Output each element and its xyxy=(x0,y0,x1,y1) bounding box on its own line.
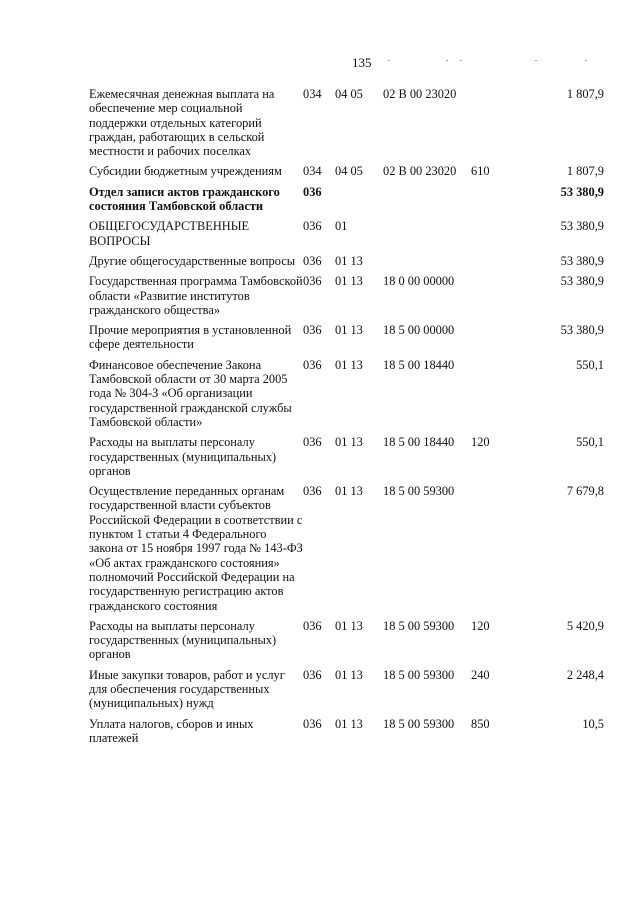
row-grbs: 036 xyxy=(303,667,322,682)
table-row xyxy=(89,219,604,254)
row-name: Осуществление переданных органам государственной власти субъектов Российской Федерации в соответствии с пунктом 1 статьи 4 Федерального закона от 15 ноября 1997 года № 143-ФЗ «Об актах гражданского состояния» полномочий Российской Федерации на государственную регистрацию актов гражданского состояния xyxy=(89,484,303,613)
table-row xyxy=(89,87,604,164)
row-name: Другие общегосударственные вопросы xyxy=(89,253,296,268)
row-grbs: 036 xyxy=(303,323,322,338)
row-section: 01 13 xyxy=(335,667,363,682)
table-row xyxy=(89,185,604,220)
row-sum: 53 380,9 xyxy=(560,253,604,268)
row-section: 04 05 xyxy=(335,87,363,101)
table-row xyxy=(89,164,604,184)
row-section: 04 05 xyxy=(335,164,363,179)
table-row xyxy=(89,274,604,323)
row-name: Расходы на выплаты персоналу государственных (муниципальных) органов xyxy=(89,435,277,478)
row-csr xyxy=(383,185,471,220)
row-vr: 240 xyxy=(471,667,490,682)
budget-table-body xyxy=(89,87,604,751)
row-csr: 18 5 00 59300 xyxy=(383,716,455,731)
row-csr xyxy=(383,254,471,274)
row-vr xyxy=(471,254,511,274)
row-name: Ежемесячная денежная выплата на обеспечение мер социальной поддержки отдельных категорий граждан, работающих в сельской местности и рабочих поселках xyxy=(89,87,275,159)
row-name: Прочие мероприятия в установленной сфере деятельности xyxy=(89,323,292,352)
table-row xyxy=(89,358,604,435)
scan-speck xyxy=(535,60,537,61)
row-section: 01 13 xyxy=(335,357,363,372)
row-grbs: 034 xyxy=(303,87,322,101)
row-name: Субсидии бюджетным учреждениям xyxy=(89,164,282,179)
row-name: ОБЩЕГОСУДАРСТВЕННЫЕ ВОПРОСЫ xyxy=(89,219,250,248)
row-grbs: 036 xyxy=(303,618,322,633)
row-sum: 1 807,9 xyxy=(566,164,604,179)
row-vr: 850 xyxy=(471,716,490,731)
table-row xyxy=(89,435,604,484)
row-vr xyxy=(471,484,511,619)
table-row xyxy=(89,254,604,274)
row-name: Финансовое обеспечение Закона Тамбовской области от 30 марта 2005 года № 304-З «Об организации государственной гражданской службы Тамбовской области» xyxy=(89,357,292,429)
row-sum: 7 679,8 xyxy=(566,484,604,499)
row-csr: 02 В 00 23020 xyxy=(383,164,457,179)
row-section: 01 13 xyxy=(335,323,363,338)
row-vr xyxy=(471,87,511,164)
row-section: 01 13 xyxy=(335,253,363,268)
row-vr: 610 xyxy=(471,164,490,179)
row-sum: 5 420,9 xyxy=(566,618,604,633)
row-grbs: 036 xyxy=(303,219,322,234)
row-section: 01 13 xyxy=(335,618,363,633)
row-sum: 53 380,9 xyxy=(560,219,604,234)
row-vr xyxy=(471,219,511,254)
row-section: 01 13 xyxy=(335,435,363,450)
row-grbs: 036 xyxy=(303,435,322,450)
table-row xyxy=(89,717,604,752)
row-vr xyxy=(471,358,511,435)
scan-speck xyxy=(460,60,462,61)
row-vr xyxy=(471,185,511,220)
row-csr xyxy=(383,219,471,254)
row-grbs: 036 xyxy=(303,716,322,731)
row-grbs: 036 xyxy=(303,184,322,199)
row-name: Отдел записи актов гражданского состояния Тамбовской области xyxy=(89,184,280,214)
row-csr: 18 5 00 18440 xyxy=(383,435,455,450)
row-csr: 18 5 00 18440 xyxy=(383,357,455,372)
row-csr: 18 0 00 00000 xyxy=(383,274,455,289)
row-sum: 53 380,9 xyxy=(560,184,604,199)
row-section: 01 13 xyxy=(335,484,363,499)
scan-speck xyxy=(585,60,587,61)
row-section: 01 13 xyxy=(335,274,363,289)
row-section: 01 13 xyxy=(335,716,363,731)
row-sum: 2 248,4 xyxy=(566,667,604,682)
row-sum: 550,1 xyxy=(576,435,604,450)
row-name: Иные закупки товаров, работ и услуг для обеспечения государственных (муниципальных) нужд xyxy=(89,667,285,711)
table-row xyxy=(89,484,604,619)
row-grbs: 036 xyxy=(303,357,322,372)
row-csr: 02 В 00 23020 xyxy=(383,87,457,101)
scan-speck xyxy=(388,60,390,61)
row-csr: 18 5 00 59300 xyxy=(383,484,455,499)
row-sum: 53 380,9 xyxy=(560,274,604,289)
row-vr: 120 xyxy=(471,435,490,450)
row-sum: 53 380,9 xyxy=(560,323,604,338)
table-row xyxy=(89,323,604,358)
table-row xyxy=(89,668,604,717)
row-name: Уплата налогов, сборов и иных платежей xyxy=(89,716,254,745)
table-row xyxy=(89,619,604,668)
row-grbs: 036 xyxy=(303,253,322,268)
row-name: Расходы на выплаты персоналу государственных (муниципальных) органов xyxy=(89,618,277,662)
row-csr: 18 5 00 00000 xyxy=(383,323,455,338)
row-sum: 550,1 xyxy=(576,357,604,372)
row-section xyxy=(335,185,383,220)
page-number: 135 xyxy=(352,55,372,70)
row-grbs: 034 xyxy=(303,164,322,179)
row-grbs: 036 xyxy=(303,274,322,289)
budget-table xyxy=(89,87,604,751)
row-vr xyxy=(471,274,511,323)
row-sum: 1 807,9 xyxy=(566,87,604,101)
row-csr: 18 5 00 59300 xyxy=(383,618,455,633)
row-name: Государственная программа Тамбовской области «Развитие институтов гражданского общества» xyxy=(89,274,303,317)
row-vr xyxy=(471,323,511,358)
row-sum: 10,5 xyxy=(582,716,604,731)
row-section: 01 xyxy=(335,219,348,234)
scan-speck xyxy=(446,60,448,61)
row-vr: 120 xyxy=(471,618,490,633)
row-csr: 18 5 00 59300 xyxy=(383,667,455,682)
row-grbs: 036 xyxy=(303,484,322,499)
